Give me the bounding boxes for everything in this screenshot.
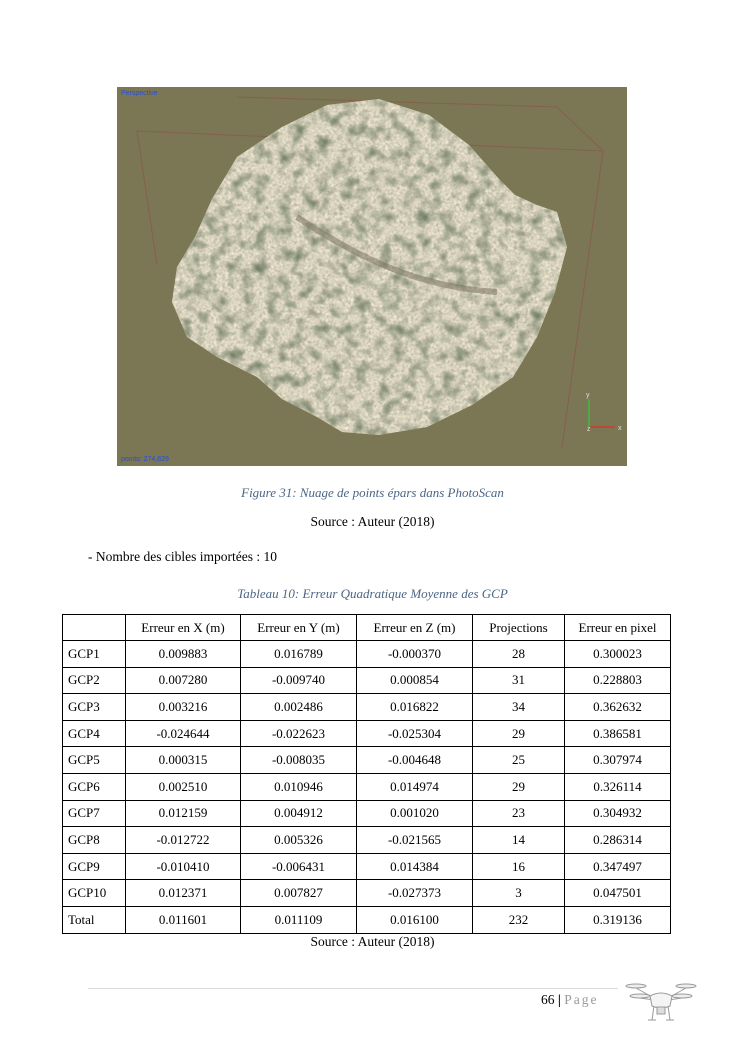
table-cell: 0.300023 — [565, 641, 671, 668]
table-cell: -0.006431 — [241, 853, 357, 880]
table-cell: 0.011109 — [241, 906, 357, 933]
figure-source: Source : Auteur (2018) — [310, 514, 435, 529]
table-caption: Tableau 10: Erreur Quadratique Moyenne des GCP — [237, 586, 508, 601]
row-label-cell: GCP10 — [63, 880, 126, 907]
table-cell: 0.012371 — [126, 880, 241, 907]
header-cell: Erreur en Z (m) — [357, 615, 473, 641]
table-cell: 25 — [473, 747, 565, 774]
row-label-cell: GCP3 — [63, 694, 126, 721]
table-cell: 0.005326 — [241, 827, 357, 854]
table-cell: 0.003216 — [126, 694, 241, 721]
table-cell: -0.009740 — [241, 667, 357, 694]
table-cell: 0.047501 — [565, 880, 671, 907]
header-cell — [63, 615, 126, 641]
viewport-label: Perspective — [121, 90, 158, 97]
page-number-value: 66 — [541, 992, 555, 1007]
row-label-cell: GCP1 — [63, 641, 126, 668]
table-row — [63, 906, 671, 933]
row-label-cell: GCP9 — [63, 853, 126, 880]
table-header-row — [63, 615, 671, 641]
table-cell: -0.004648 — [357, 747, 473, 774]
header-cell: Erreur en pixel — [565, 615, 671, 641]
point-cloud-render — [117, 87, 627, 466]
table-cell: 0.326114 — [565, 773, 671, 800]
table-cell: 0.362632 — [565, 694, 671, 721]
table-cell: 0.319136 — [565, 906, 671, 933]
table-cell: 0.004912 — [241, 800, 357, 827]
page-separator: | — [557, 992, 561, 1007]
table-row — [63, 641, 671, 668]
table-cell: 0.002510 — [126, 773, 241, 800]
table-cell: 0.386581 — [565, 720, 671, 747]
table-cell: 0.007280 — [126, 667, 241, 694]
table-cell: -0.022623 — [241, 720, 357, 747]
table-row — [63, 720, 671, 747]
table-cell: -0.021565 — [357, 827, 473, 854]
table-cell: -0.008035 — [241, 747, 357, 774]
point-cloud-figure — [117, 87, 627, 466]
table-cell: 0.307974 — [565, 747, 671, 774]
points-count-label: points: 274,629 — [121, 456, 169, 463]
table-cell: -0.027373 — [357, 880, 473, 907]
table-cell: 0.014384 — [357, 853, 473, 880]
table-row — [63, 800, 671, 827]
table-row — [63, 667, 671, 694]
table-cell: 28 — [473, 641, 565, 668]
table-cell: 16 — [473, 853, 565, 880]
row-label-cell: GCP8 — [63, 827, 126, 854]
table-cell: 0.304932 — [565, 800, 671, 827]
table-cell: 0.286314 — [565, 827, 671, 854]
page-word: Page — [564, 992, 599, 1007]
table-cell: 3 — [473, 880, 565, 907]
table-row — [63, 773, 671, 800]
table-row — [63, 827, 671, 854]
table-cell: -0.010410 — [126, 853, 241, 880]
svg-text:x: x — [618, 425, 622, 432]
table-cell: 34 — [473, 694, 565, 721]
row-label-cell: GCP2 — [63, 667, 126, 694]
table-source: Source : Auteur (2018) — [310, 934, 435, 949]
targets-count-text: - Nombre des cibles importées : 10 — [88, 549, 277, 564]
footer-divider — [88, 988, 618, 989]
figure-caption: Figure 31: Nuage de points épars dans PhotoScan — [241, 485, 504, 500]
table-cell: 0.016789 — [241, 641, 357, 668]
table-cell: 29 — [473, 720, 565, 747]
svg-text:y: y — [586, 392, 590, 399]
table-row — [63, 747, 671, 774]
table-cell: 23 — [473, 800, 565, 827]
table-cell: -0.024644 — [126, 720, 241, 747]
table-cell: 31 — [473, 667, 565, 694]
page-number — [541, 992, 598, 1008]
row-label-cell: Total — [63, 906, 126, 933]
table-cell: 0.228803 — [565, 667, 671, 694]
table-cell: 0.016100 — [357, 906, 473, 933]
table-cell: 0.002486 — [241, 694, 357, 721]
table-row — [63, 853, 671, 880]
row-label-cell: GCP6 — [63, 773, 126, 800]
row-label-cell: GCP5 — [63, 747, 126, 774]
table-cell: -0.000370 — [357, 641, 473, 668]
table-cell: 0.010946 — [241, 773, 357, 800]
gcp-error-table — [62, 614, 671, 934]
table-cell: 0.347497 — [565, 853, 671, 880]
table-cell: 0.000315 — [126, 747, 241, 774]
row-label-cell: GCP4 — [63, 720, 126, 747]
header-cell: Projections — [473, 615, 565, 641]
header-cell: Erreur en Y (m) — [241, 615, 357, 641]
table-cell: 14 — [473, 827, 565, 854]
svg-text:z: z — [587, 426, 591, 433]
table-cell: 0.007827 — [241, 880, 357, 907]
axis-gizmo — [586, 392, 622, 433]
table-cell: -0.025304 — [357, 720, 473, 747]
row-label-cell: GCP7 — [63, 800, 126, 827]
table-cell: 0.011601 — [126, 906, 241, 933]
table-cell: 0.016822 — [357, 694, 473, 721]
table-cell: -0.012722 — [126, 827, 241, 854]
table-cell: 232 — [473, 906, 565, 933]
table-row — [63, 694, 671, 721]
table-cell: 29 — [473, 773, 565, 800]
table-cell: 0.012159 — [126, 800, 241, 827]
drone-icon — [624, 976, 698, 1026]
table-row — [63, 880, 671, 907]
table-cell: 0.001020 — [357, 800, 473, 827]
table-cell: 0.009883 — [126, 641, 241, 668]
header-cell: Erreur en X (m) — [126, 615, 241, 641]
table-cell: 0.014974 — [357, 773, 473, 800]
table-cell: 0.000854 — [357, 667, 473, 694]
